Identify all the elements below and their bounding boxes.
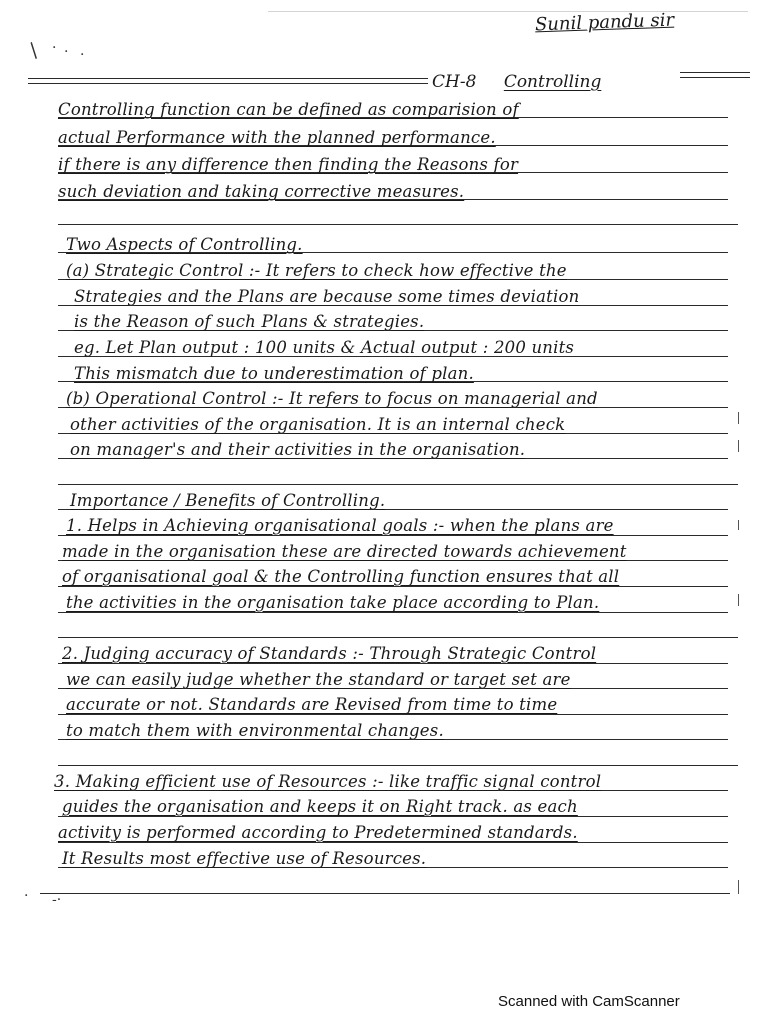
pen-mark: · [52,40,57,56]
margin-tick [738,880,739,894]
ruled-line [58,765,738,766]
text-line: such deviation and taking corrective measures. [58,182,465,201]
text-line: Strategies and the Plans are because some times deviation [74,287,580,306]
ruled-line [40,893,730,894]
text-line: 1. Helps in Achieving organisational goals :- when the plans are [66,516,614,535]
text-line: (a) Strategic Control :- It refers to check how effective the [66,261,567,280]
text-line: (b) Operational Control :- It refers to focus on managerial and [66,389,598,408]
author-name: Sunil pandu sir [534,9,675,36]
margin-tick [738,412,739,424]
pen-mark: / [23,38,44,62]
pen-mark: · [80,47,85,63]
text-line: other activities of the organisation. It is an internal check [70,415,566,434]
text-line: guides the organisation and keeps it on Right track. as each [62,797,578,816]
text-line: we can easily judge whether the standard or target set are [66,670,571,689]
text-line: 3. Making efficient use of Resources :- like traffic signal control [54,772,602,791]
margin-tick [738,440,739,452]
chapter-heading [432,72,601,92]
text-line: to match them with environmental changes. [66,721,444,740]
ruled-line [58,637,738,638]
top-margin-line [268,11,748,12]
ruled-line [58,224,738,225]
pen-mark: · [24,888,29,904]
text-line: the activities in the organisation take place according to Plan. [66,593,600,612]
section-heading: Two Aspects of Controlling. [66,235,303,254]
text-line: This mismatch due to underestimation of plan. [74,364,474,383]
margin-tick [738,520,739,530]
text-line: 2. Judging accuracy of Standards :- Through Strategic Control [62,644,597,663]
margin-tick [738,594,739,606]
chapter-title: Controlling [503,72,602,92]
scanner-watermark: Scanned with CamScanner [498,993,680,1010]
text-line: accurate or not. Standards are Revised from time to time [66,695,558,714]
text-line: made in the organisation these are directed towards achievement [62,542,627,561]
text-line: actual Performance with the planned performance. [58,128,496,147]
text-line: if there is any difference then finding the Reasons for [58,155,519,174]
chapter-number: CH-8 [432,72,477,92]
pen-mark: · [64,44,69,60]
text-line: activity is performed according to Predetermined standards. [58,823,578,842]
text-line: on manager's and their activities in the organisation. [70,440,526,459]
header-rule [28,78,428,84]
section-heading: Importance / Benefits of Controlling. [70,491,386,510]
pen-mark: -· [52,892,62,908]
ruled-line [58,484,738,485]
text-line: is the Reason of such Plans & strategies. [74,312,425,331]
header-rule [680,72,750,78]
text-line: of organisational goal & the Controlling function ensures that all [62,567,620,586]
text-line: eg. Let Plan output : 100 units & Actual output : 200 units [74,338,575,357]
author-signature [535,10,675,36]
text-line: Controlling function can be defined as comparision of [58,100,519,119]
text-line: It Results most effective use of Resources. [62,849,427,868]
